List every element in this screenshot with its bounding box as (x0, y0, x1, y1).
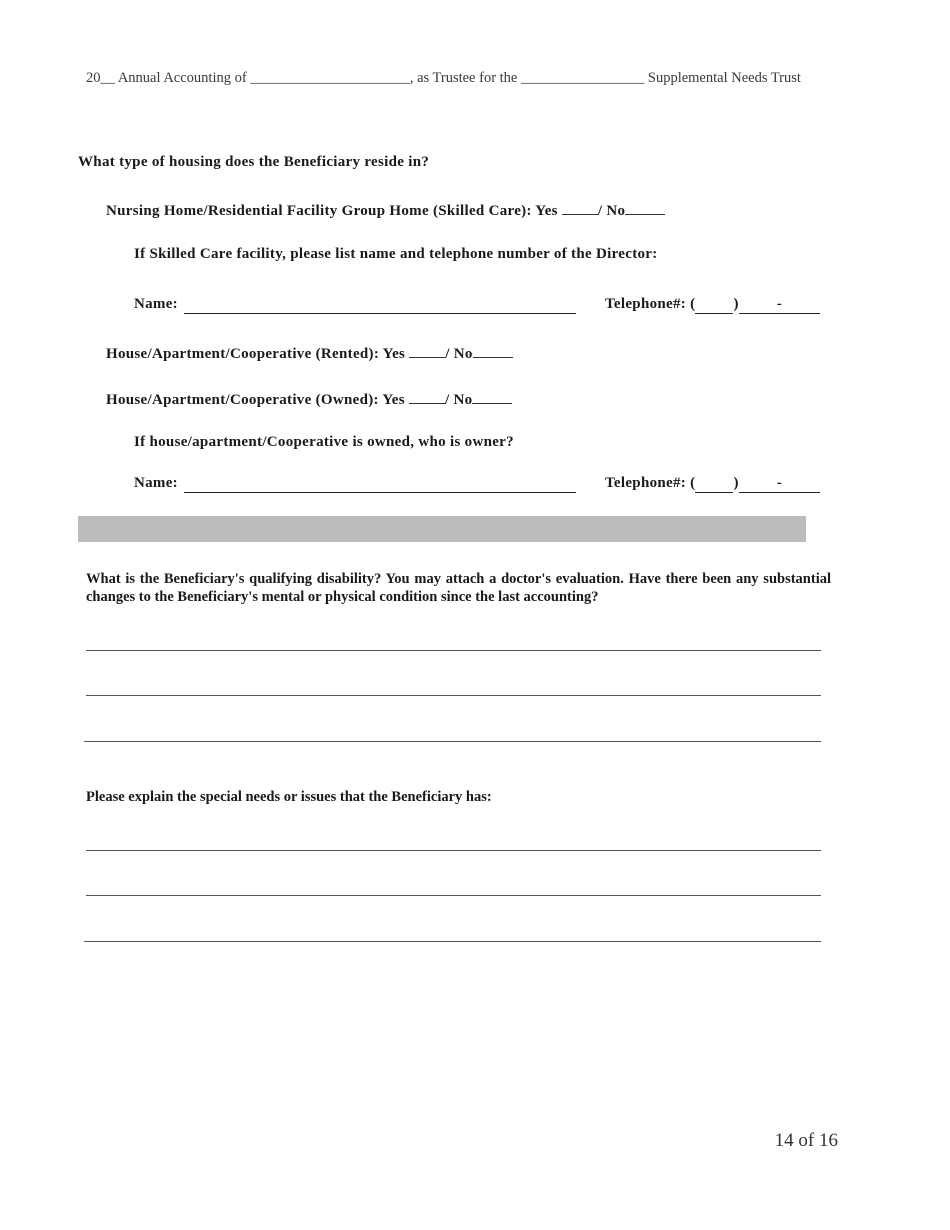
owner-phone-prefix-field[interactable] (739, 475, 777, 493)
owned-row (106, 389, 512, 409)
owner-area-code-field[interactable] (695, 475, 733, 493)
owned-yes-blank[interactable] (409, 389, 445, 404)
skilled-care-prompt: If Skilled Care facility, please list name and telephone number of the Director: (134, 246, 658, 262)
owner-phone (605, 475, 820, 493)
director-phone (605, 296, 820, 314)
owned-no-blank[interactable] (472, 389, 512, 404)
director-phone-label: Telephone#: ( (605, 296, 696, 312)
rented-yes-blank[interactable] (409, 343, 445, 358)
rented-row (106, 343, 513, 363)
header-trustee-blank[interactable]: ______________________ (250, 70, 410, 86)
owner-phone-label: Telephone#: ( (605, 475, 696, 491)
director-name-field[interactable] (184, 313, 576, 314)
owned-label: House/Apartment/Cooperative (Owned): Yes (106, 392, 405, 408)
disability-answer-line-3[interactable] (84, 741, 821, 742)
owner-phone-line-field[interactable] (782, 475, 820, 493)
section-divider-band (78, 516, 806, 542)
director-name-label: Name: (134, 296, 178, 312)
owner-name-field[interactable] (184, 492, 576, 493)
header-text-c: Supplemental Needs Trust (644, 70, 801, 86)
special-needs-answer-line-1[interactable] (86, 850, 821, 851)
director-phone-line-field[interactable] (782, 296, 820, 314)
special-needs-answer-line-2[interactable] (86, 895, 821, 896)
page-number: 14 of 16 (774, 1130, 838, 1151)
special-needs-answer-line-3[interactable] (84, 941, 821, 942)
rented-no-blank[interactable] (473, 343, 513, 358)
nursing-home-label: Nursing Home/Residential Facility Group Home (Skilled Care): Yes (106, 203, 558, 219)
owner-phone-dash: - (776, 475, 783, 491)
owner-prompt: If house/apartment/Cooperative is owned, who is owner? (134, 434, 514, 450)
header-text-b: , as Trustee for the (409, 70, 521, 86)
director-phone-prefix-field[interactable] (739, 296, 777, 314)
director-phone-dash: - (776, 296, 783, 312)
disability-question: What is the Beneficiary's qualifying disability? You may attach a doctor's evaluation. Have there been any substantial changes to the Beneficiary's mental or physical condition since the last accounting? (86, 571, 831, 605)
director-area-code-field[interactable] (695, 296, 733, 314)
disability-answer-line-1[interactable] (86, 650, 821, 651)
rented-no-label: / No (445, 346, 473, 362)
owner-name-label: Name: (134, 475, 178, 491)
owner-phone-close-paren: ) (733, 475, 739, 491)
header-text-a: Annual Accounting of (115, 70, 251, 86)
rented-label: House/Apartment/Cooperative (Rented): Yes (106, 346, 406, 362)
special-needs-question: Please explain the special needs or issues that the Beneficiary has: (86, 789, 492, 805)
director-phone-close-paren: ) (733, 296, 739, 312)
header-year: 20__ (86, 70, 115, 86)
nursing-home-no-label: / No (597, 203, 626, 219)
housing-question: What type of housing does the Beneficiary reside in? (78, 154, 430, 170)
nursing-home-no-blank[interactable] (625, 200, 665, 215)
owned-no-label: / No (444, 392, 473, 408)
header-trust-blank[interactable]: _________________ (521, 70, 645, 86)
document-header (86, 70, 801, 87)
nursing-home-yes-blank[interactable] (562, 200, 598, 215)
nursing-home-row (106, 200, 665, 220)
disability-answer-line-2[interactable] (86, 695, 821, 696)
